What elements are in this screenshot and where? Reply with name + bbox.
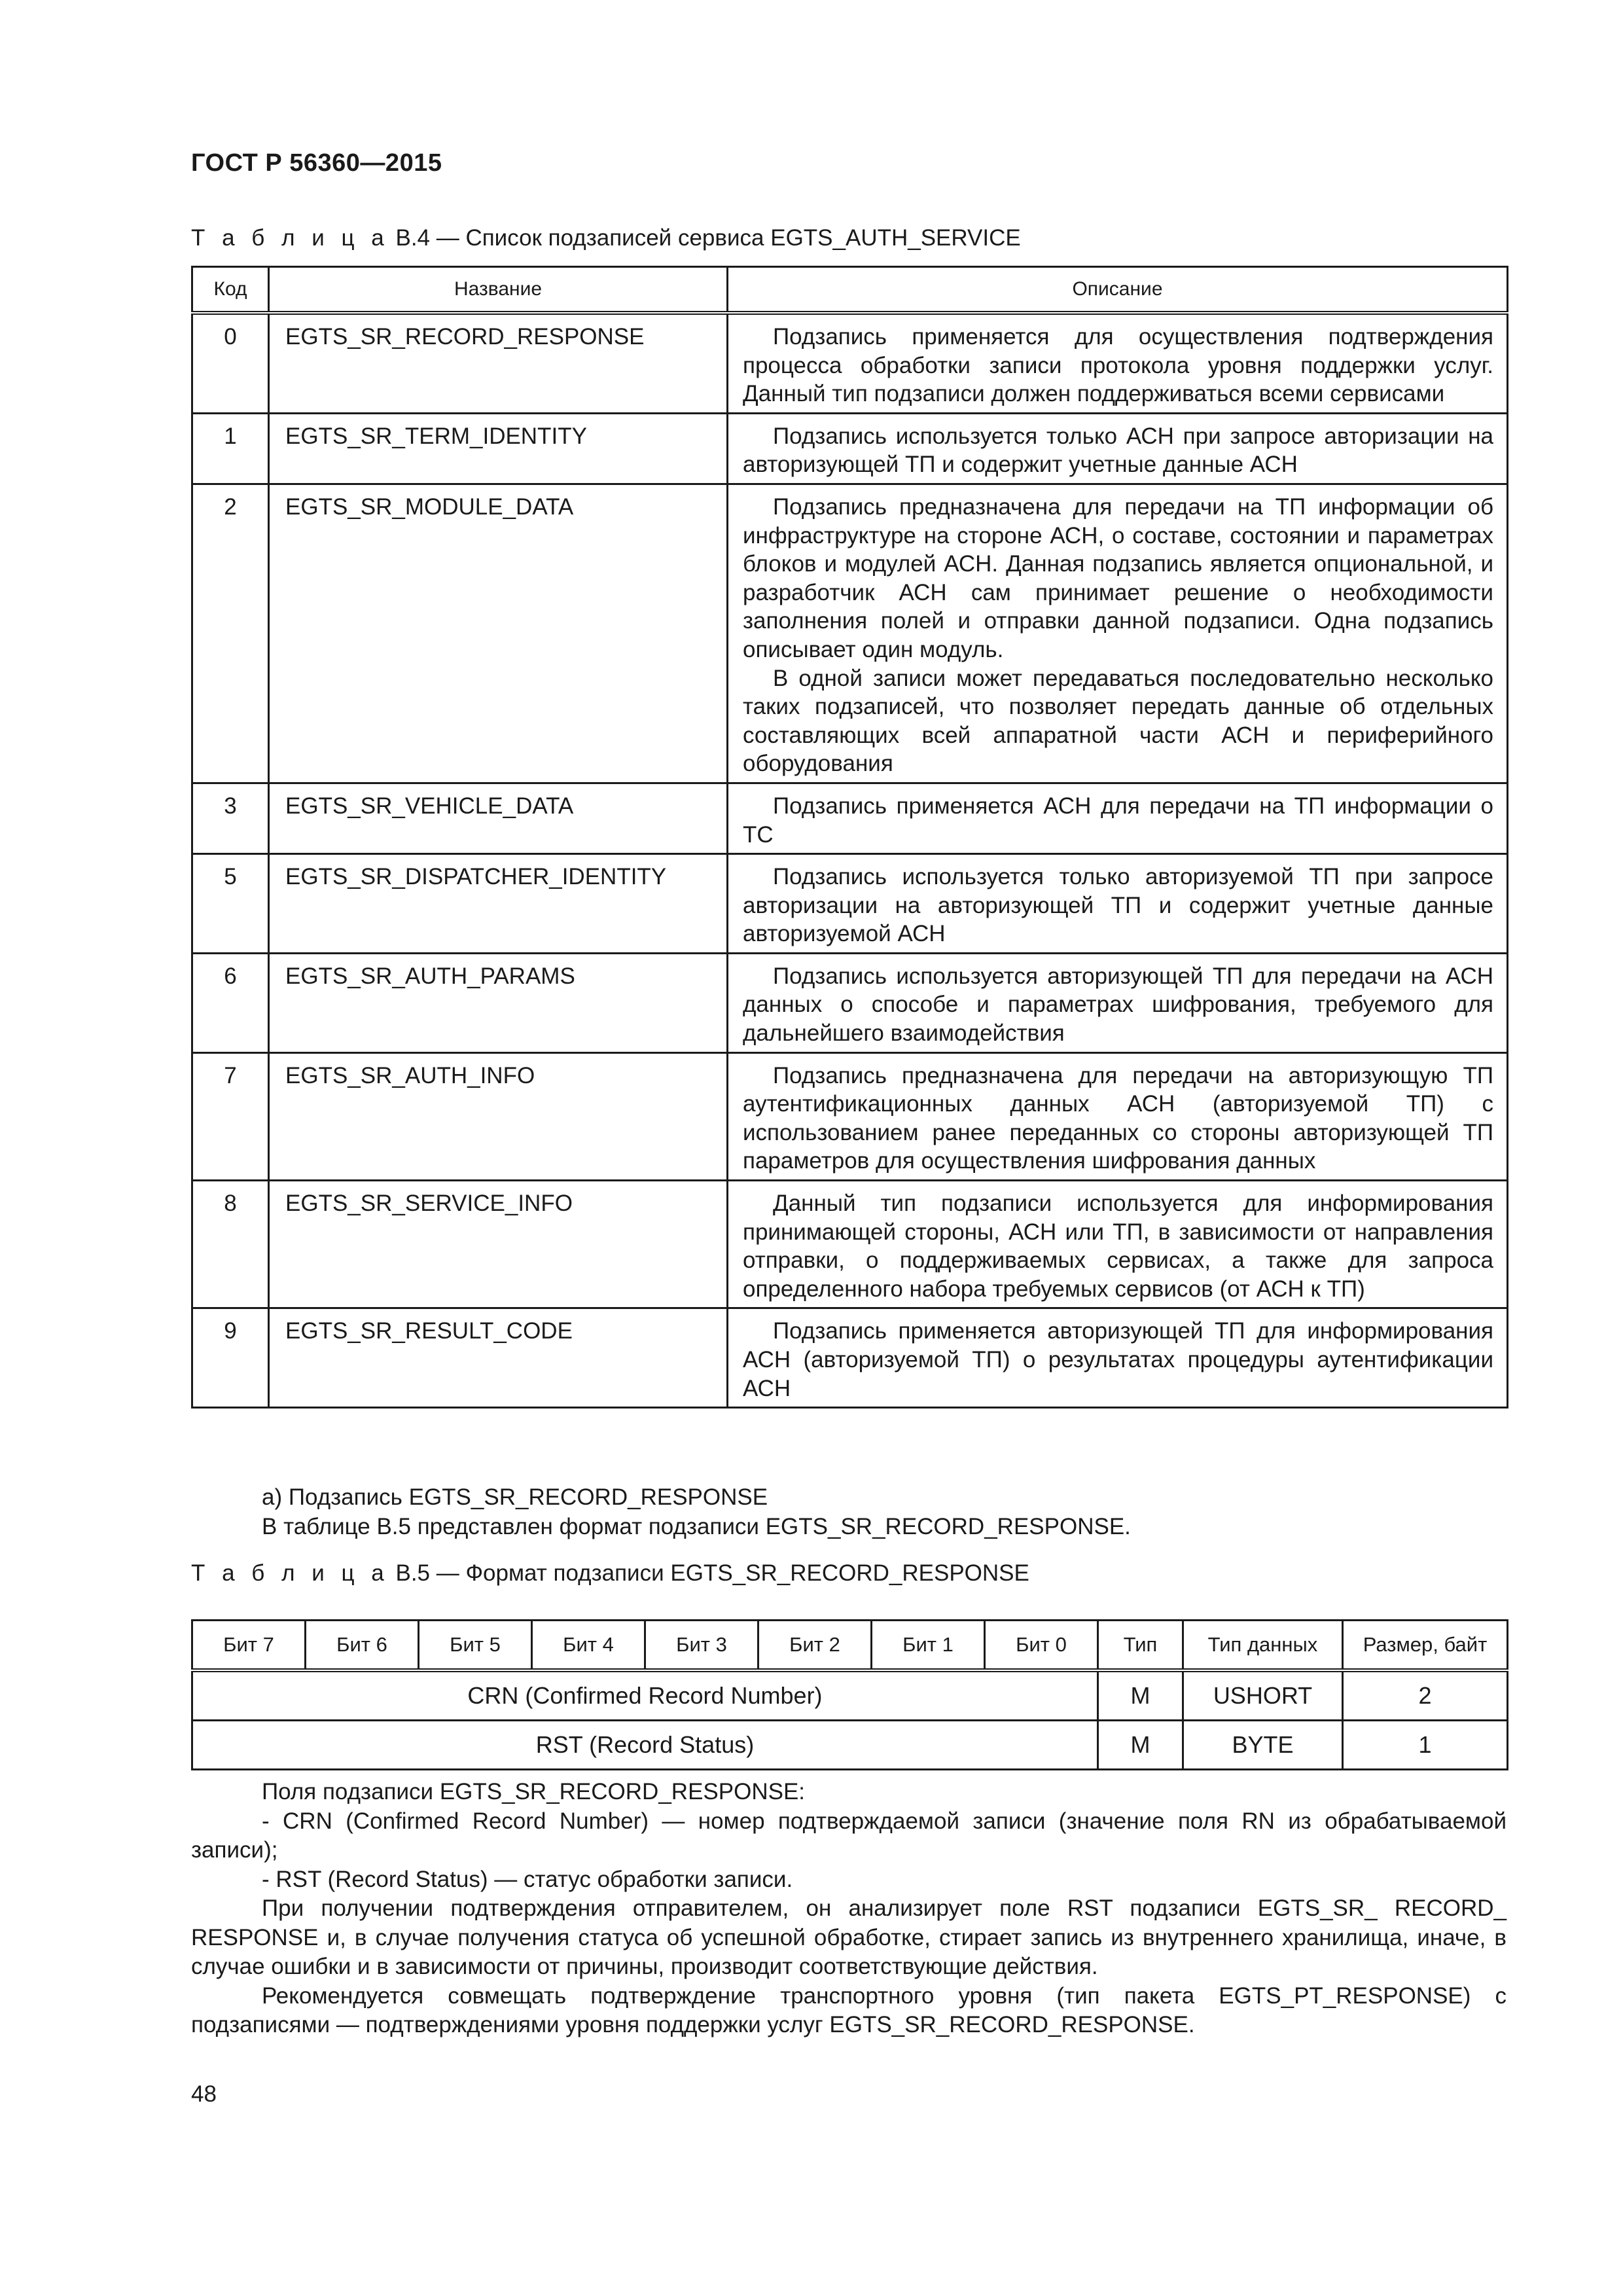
column-header: Бит 3: [645, 1621, 758, 1671]
table-row: [192, 854, 1508, 954]
description-paragraph: Подзапись предназначена для передачи на ТП информации об инфраструктуре на стороне АСН, о составе, состоянии и параметрах блоков и модулей АСН. Данная подзапись является опциональной, и разработчик АСН сам принимает решение о необходимости заполнения полей и отправки данной подзаписи. Одна подзапись описывает один модуль.: [743, 493, 1493, 662]
row-name: EGTS_SR_AUTH_PARAMS: [269, 953, 728, 1052]
table-row: [192, 1308, 1508, 1408]
record-format-table: [191, 1619, 1508, 1770]
column-header: Бит 1: [872, 1621, 985, 1671]
field-name-cell: CRN (Confirmed Record Number): [192, 1670, 1098, 1721]
row-code: 7: [192, 1052, 269, 1180]
table-row: [192, 1181, 1508, 1308]
table-caption: [191, 225, 1021, 251]
field-crn-description: - CRN (Confirmed Record Number) — номер подтверждаемой записи (значение поля RN из обрабатываемой записи);: [191, 1808, 1507, 1863]
row-name: EGTS_SR_RECORD_RESPONSE: [269, 313, 728, 413]
row-code: 1: [192, 413, 269, 484]
description-paragraph: Подзапись используется только авторизуемой ТП при запросе авторизации на авторизующей ТП и содержит учетные данные авторизуемой АСН: [743, 864, 1493, 947]
section-a-reference: В таблице В.5 представлен формат подзаписи EGTS_SR_RECORD_RESPONSE.: [262, 1513, 1131, 1539]
column-header: Бит 7: [192, 1621, 306, 1671]
table-header-row: [192, 1621, 1508, 1671]
table-row: [192, 484, 1508, 783]
description-paragraph: Подзапись применяется АСН для передачи на ТП информации о ТС: [743, 793, 1493, 848]
page-number: 48: [191, 2081, 217, 2107]
description-paragraph: Подзапись применяется для осуществления подтверждения процесса обработки записи протокола уровня поддержки услуг. Данный тип подзаписи должен поддерживаться всеми сервисами: [743, 324, 1493, 407]
row-name: EGTS_SR_VEHICLE_DATA: [269, 783, 728, 853]
table-row: [192, 413, 1508, 484]
description-paragraph: Подзапись предназначена для передачи на авторизующую ТП аутентификационных данных АСН (авторизуемой ТП) с использованием ранее переданных со стороны авторизующей ТП параметров для осуществления шифрования данных: [743, 1062, 1493, 1174]
section-a-text: [191, 1483, 1507, 1541]
field-data-type-cell: BYTE: [1183, 1721, 1343, 1770]
table-caption-prefix: Т а б л и ц а: [191, 225, 389, 251]
column-header: Название: [269, 267, 728, 314]
row-description: [728, 1308, 1508, 1408]
column-header: Бит 5: [419, 1621, 532, 1671]
field-data-type-cell: USHORT: [1183, 1670, 1343, 1721]
description-paragraph: Данный тип подзаписи используется для информирования принимающей стороны, АСН или ТП, в зависимости от направления отправки, о поддерживаемых сервисах, а также для запроса определенного набора требуемых сервисов (от АСН к ТП): [743, 1191, 1493, 1302]
table-row: [192, 783, 1508, 853]
table-row: [192, 1670, 1508, 1721]
row-description: [728, 783, 1508, 853]
table-row: [192, 1721, 1508, 1770]
row-code: 3: [192, 783, 269, 853]
column-header: Бит 4: [532, 1621, 645, 1671]
subrecords-table: [191, 266, 1508, 1408]
row-description: [728, 1181, 1508, 1308]
column-header: Код: [192, 267, 269, 314]
row-name: EGTS_SR_TERM_IDENTITY: [269, 413, 728, 484]
paragraph-recommendation: Рекомендуется совмещать подтверждение транспортного уровня (тип пакета EGTS_PT_RESPONSE) с подзаписями — подтверждениями уровня поддержки услуг EGTS_SR_RECORD_RESPONSE.: [191, 1982, 1507, 2037]
row-name: EGTS_SR_DISPATCHER_IDENTITY: [269, 854, 728, 954]
row-description: [728, 1052, 1508, 1180]
row-description: [728, 413, 1508, 484]
description-paragraph: В одной записи может передаваться последовательно несколько таких подзаписей, что позволяет передать данные об отдельных составляющих всей аппаратной части АСН и периферийного оборудования: [743, 665, 1493, 777]
table-row: [192, 953, 1508, 1052]
row-description: [728, 313, 1508, 413]
field-size-cell: 2: [1343, 1670, 1508, 1721]
row-code: 8: [192, 1181, 269, 1308]
row-code: 2: [192, 484, 269, 783]
table-caption-text: В.4 — Список подзаписей сервиса EGTS_AUTH_SERVICE: [395, 225, 1021, 251]
fields-description: [191, 1778, 1507, 2040]
field-type-cell: M: [1098, 1670, 1183, 1721]
field-type-cell: M: [1098, 1721, 1183, 1770]
column-header: Описание: [728, 267, 1508, 314]
table-caption: [191, 1560, 1029, 1587]
description-paragraph: Подзапись используется только АСН при запросе авторизации на авторизующей ТП и содержит учетные данные АСН: [743, 423, 1493, 478]
column-header: Бит 0: [985, 1621, 1098, 1671]
row-name: EGTS_SR_SERVICE_INFO: [269, 1181, 728, 1308]
row-description: [728, 854, 1508, 954]
row-code: 9: [192, 1308, 269, 1408]
row-code: 5: [192, 854, 269, 954]
column-header: Тип данных: [1183, 1621, 1343, 1671]
table-caption-prefix: Т а б л и ц а: [191, 1560, 389, 1586]
row-name: EGTS_SR_MODULE_DATA: [269, 484, 728, 783]
row-name: EGTS_SR_RESULT_CODE: [269, 1308, 728, 1408]
fields-intro: Поля подзаписи EGTS_SR_RECORD_RESPONSE:: [262, 1779, 806, 1804]
field-size-cell: 1: [1343, 1721, 1508, 1770]
description-paragraph: Подзапись применяется авторизующей ТП для информирования АСН (авторизуемой ТП) о результатах процедуры аутентификации АСН: [743, 1318, 1493, 1401]
row-description: [728, 953, 1508, 1052]
table-row: [192, 313, 1508, 413]
column-header: Тип: [1098, 1621, 1183, 1671]
field-rst-description: - RST (Record Status) — статус обработки записи.: [262, 1866, 793, 1892]
field-name-cell: RST (Record Status): [192, 1721, 1098, 1770]
row-code: 0: [192, 313, 269, 413]
column-header: Бит 2: [758, 1621, 872, 1671]
table-header-row: [192, 267, 1508, 314]
section-a-heading: а) Подзапись EGTS_SR_RECORD_RESPONSE: [262, 1484, 768, 1510]
column-header: Бит 6: [306, 1621, 419, 1671]
row-code: 6: [192, 953, 269, 1052]
table-row: [192, 1052, 1508, 1180]
column-header: Размер, байт: [1343, 1621, 1508, 1671]
row-name: EGTS_SR_AUTH_INFO: [269, 1052, 728, 1180]
row-description: [728, 484, 1508, 783]
table-caption-text: В.5 — Формат подзаписи EGTS_SR_RECORD_RESPONSE: [395, 1560, 1029, 1586]
paragraph-processing: При получении подтверждения отправителем, он анализирует поле RST подзаписи EGTS_SR_ RECORD_ RESPONSE и, в случае получения статуса об успешной обработке, стирает запись из внутреннего хранилища, иначе, в случае ошибки и в зависимости от причины, производит соответствующие действия.: [191, 1895, 1507, 1979]
document-title: ГОСТ Р 56360—2015: [191, 149, 442, 177]
description-paragraph: Подзапись используется авторизующей ТП для передачи на АСН данных о способе и параметрах шифрования, требуемого для дальнейшего взаимодействия: [743, 963, 1493, 1047]
